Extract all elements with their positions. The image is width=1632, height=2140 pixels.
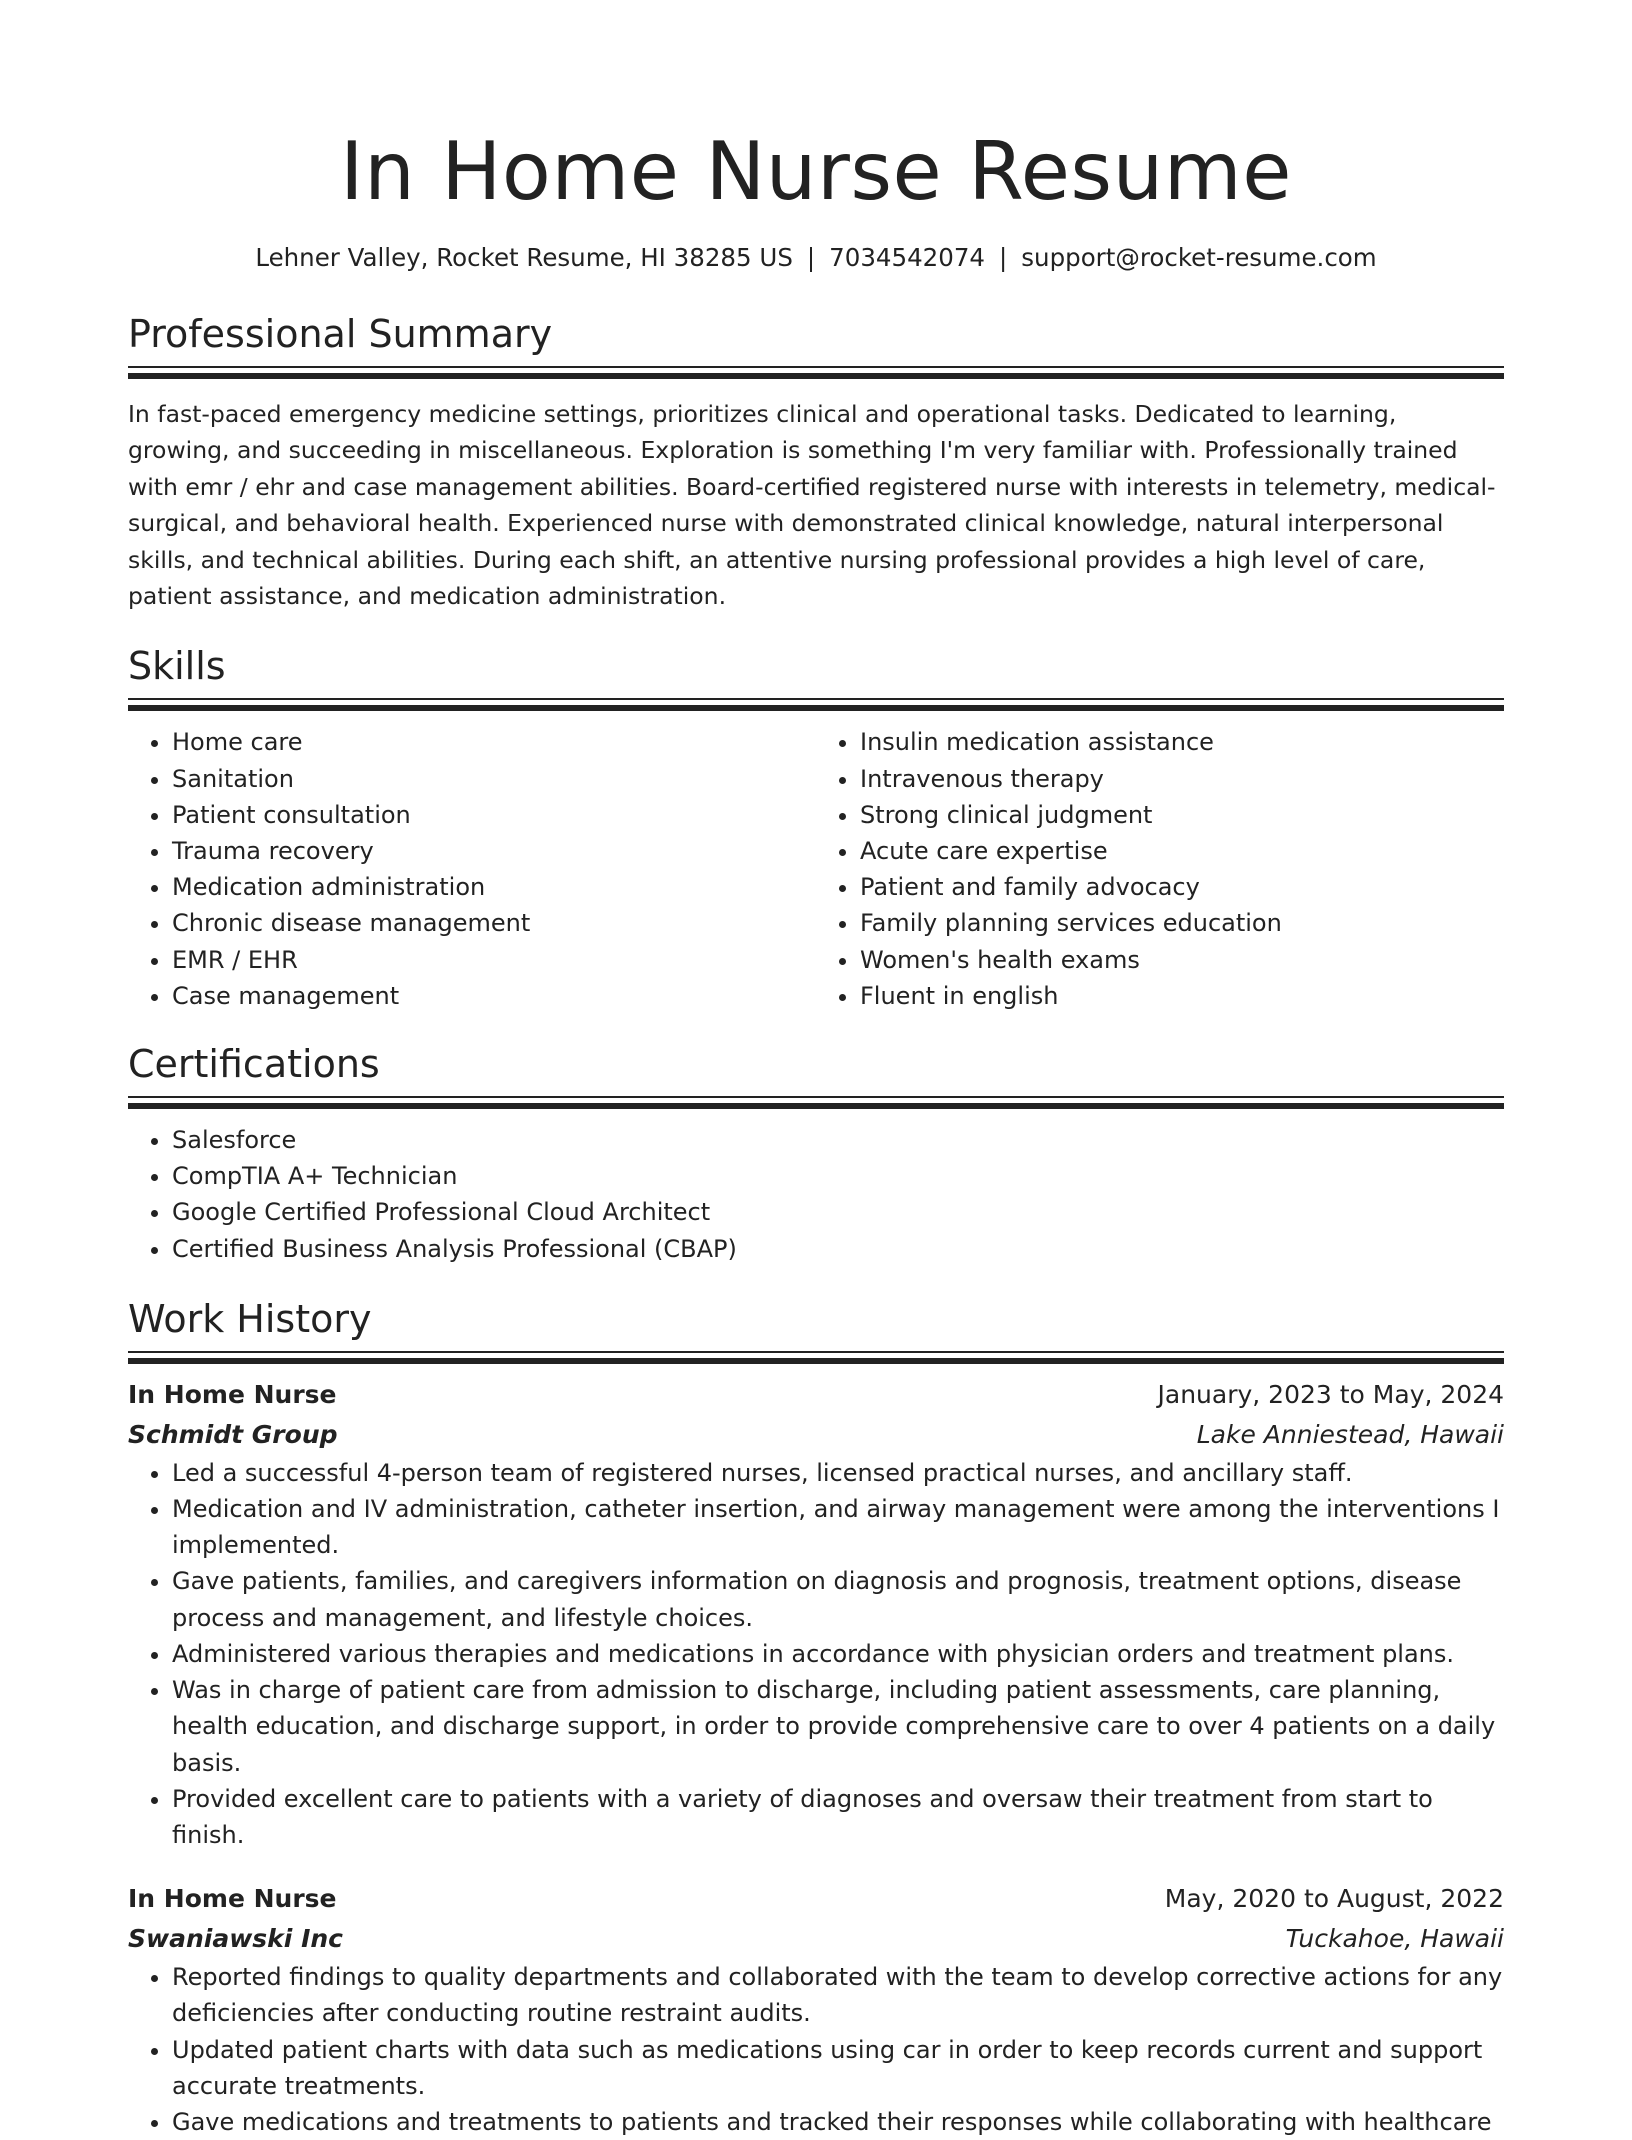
job-header [128,1375,1504,1415]
job-entry [128,1375,1504,1853]
section-divider [128,366,1504,380]
job-duties-list [128,1455,1504,1853]
section-heading-certifications: Certifications [128,1042,380,1087]
contact-line [128,242,1504,274]
resume-page [128,0,1504,2140]
job-duty: • Reported findings to quality departments and collaborated with the team to develop corrective actions for any deficiencies after conducting routine restraint audits. [172,1959,1504,2031]
skill-item: • Patient and family advocacy [860,869,1504,905]
certification-item: • CompTIA A+ Technician [172,1158,1504,1194]
job-location: Lake Anniestead, Hawaii [1196,1419,1504,1449]
contact-address: Lehner Valley, Rocket Resume, HI 38285 US [255,243,793,272]
job-dates: January, 2023 to May, 2024 [1157,1379,1504,1409]
job-header [128,1879,1504,1919]
skills-list-left [128,724,816,1014]
job-entry [128,1879,1504,2140]
skills-list-right [816,724,1504,1014]
job-company: Swaniawski Inc [128,1924,344,1954]
skill-item: • Intravenous therapy [860,761,1504,797]
skill-item: • Acute care expertise [860,833,1504,869]
contact-separator: | [806,243,816,272]
skill-item: • Fluent in english [860,978,1504,1014]
section-divider [128,698,1504,712]
job-subheader [128,1415,1504,1455]
job-duty: • Was in charge of patient care from admission to discharge, including patient assessments, care planning, health education, and discharge support, in order to provide comprehensive care to over 4 patients on a daily basis. [172,1672,1504,1781]
skill-item: • Home care [172,724,816,760]
job-duty: • Gave medications and treatments to patients and tracked their responses while collaborating with healthcare [172,2104,1504,2140]
summary-section [128,310,1504,614]
certification-item: • Google Certified Professional Cloud Architect [172,1194,1504,1230]
section-divider [128,1351,1504,1365]
section-heading-skills: Skills [128,644,226,689]
skill-item: • EMR / EHR [172,942,816,978]
job-duty: • Administered various therapies and medications in accordance with physician orders and treatment plans. [172,1636,1504,1672]
job-duty: • Updated patient charts with data such as medications using car in order to keep records current and support accurate treatments. [172,2032,1504,2104]
section-heading-work-history: Work History [128,1296,372,1341]
job-duty: • Led a successful 4-person team of registered nurses, licensed practical nurses, and ancillary staff. [172,1455,1504,1491]
section-divider [128,1096,1504,1110]
certification-item: • Certified Business Analysis Professional (CBAP) [172,1231,1504,1267]
job-title: In Home Nurse [128,1379,337,1409]
resume-title: In Home Nurse Resume [340,125,1292,218]
contact-phone: 7034542074 [829,243,986,272]
skill-item: • Chronic disease management [172,905,816,941]
skill-item: • Strong clinical judgment [860,797,1504,833]
skill-item: • Medication administration [172,869,816,905]
skill-item: • Family planning services education [860,905,1504,941]
skill-item: • Insulin medication assistance [860,724,1504,760]
job-duty: • Gave patients, families, and caregivers information on diagnosis and prognosis, treatment options, disease process and management, and lifestyle choices. [172,1563,1504,1635]
job-duties-list [128,1959,1504,2140]
work-history-section [128,1295,1504,2140]
job-duty: • Provided excellent care to patients with a variety of diagnoses and oversaw their treatment from start to finish. [172,1781,1504,1853]
skill-item: • Women's health exams [860,942,1504,978]
job-company: Schmidt Group [128,1419,338,1449]
skills-section [128,642,1504,1014]
job-subheader [128,1919,1504,1959]
skills-grid [128,724,1504,1014]
contact-separator: | [999,243,1008,272]
skill-item: • Case management [172,978,816,1014]
job-title: In Home Nurse [128,1884,337,1914]
job-dates: May, 2020 to August, 2022 [1164,1884,1504,1914]
section-heading-summary: Professional Summary [128,312,553,356]
skill-item: • Trauma recovery [172,833,816,869]
job-duty: • Medication and IV administration, catheter insertion, and airway management were among the interventions I implemented. [172,1491,1504,1563]
summary-text: In fast-paced emergency medicine settings, prioritizes clinical and operational tasks. Dedicated to learning, growing, and succeeding in miscellaneous. Exploration is something I'm very familiar with. Professionally trained with emr / ehr and case management abilities. Board-certified registered nurse with interests in telemetry, medical-surgical, and behavioral health. Experienced nurse with demonstrated clinical knowledge, natural interpersonal skills, and technical abilities. During each shift, an attentive nursing professional provides a high level of care, patient assistance, and medication administration. [128,400,1496,611]
skill-item: • Patient consultation [172,797,816,833]
contact-email: support@rocket-resume.com [1021,243,1377,272]
certifications-list [128,1122,1504,1267]
skill-item: • Sanitation [172,761,816,797]
job-location: Tuckahoe, Hawaii [1285,1924,1504,1954]
certification-item: • Salesforce [172,1122,1504,1158]
certifications-section [128,1040,1504,1267]
